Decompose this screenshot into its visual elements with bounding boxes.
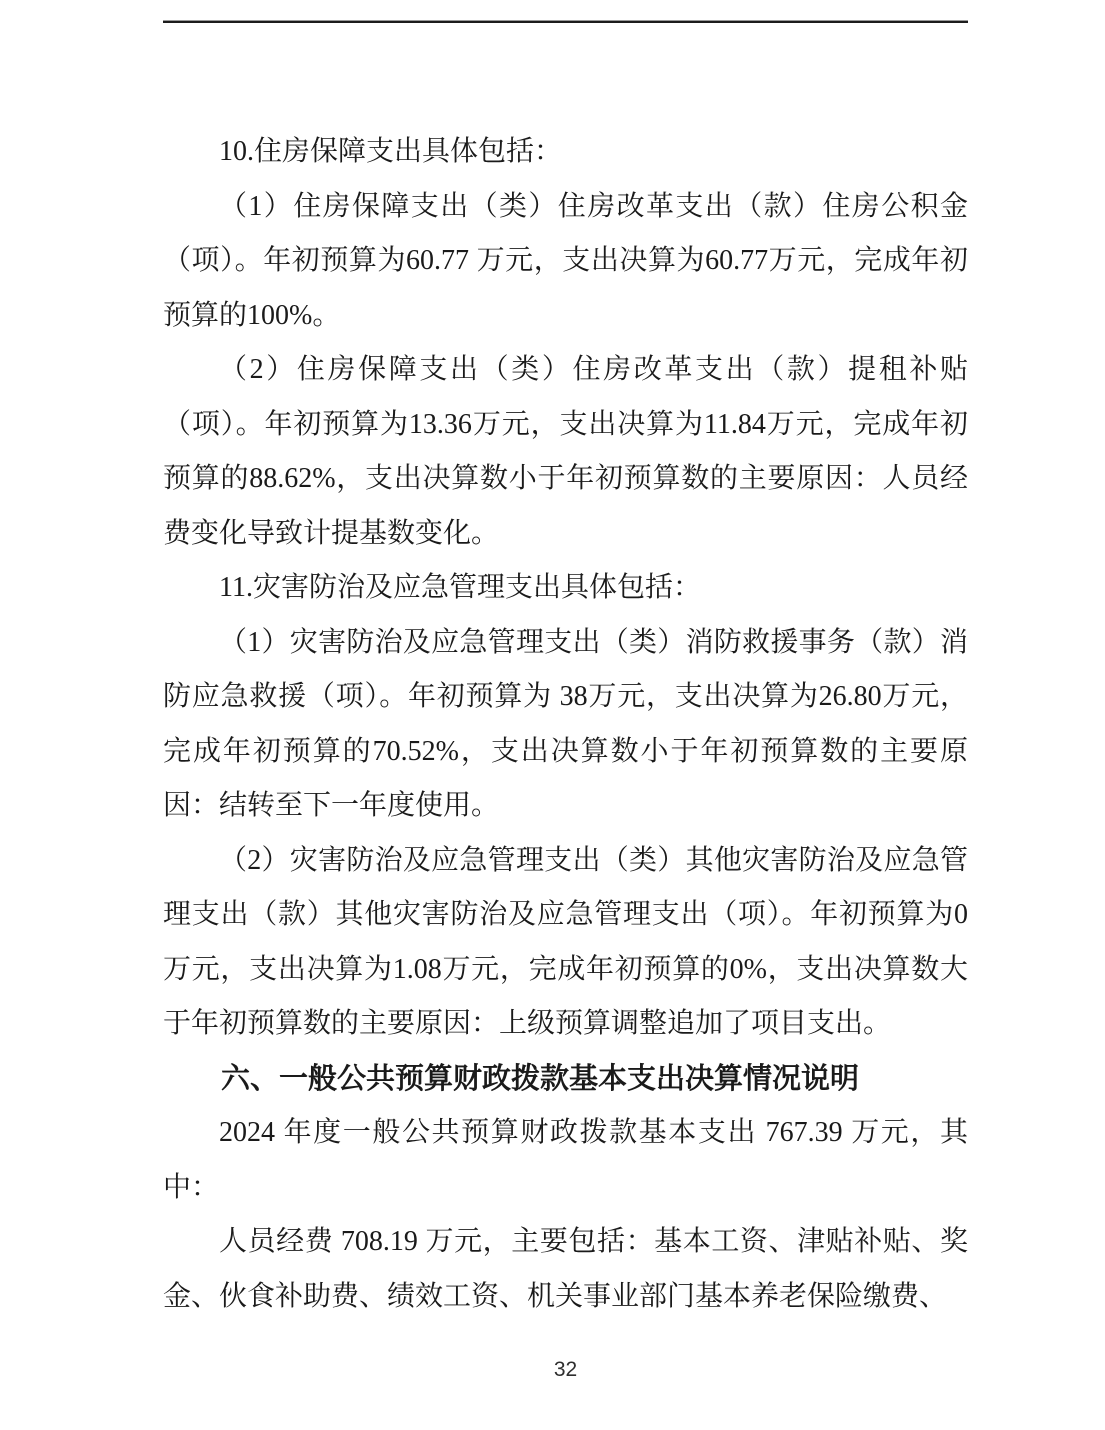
paragraph: （1）灾害防治及应急管理支出（类）消防救援事务（款）消防应急救援（项）。年初预算为 38万元，支出决算为26.80万元，完成年初预算的70.52%，支出决算数小于年初预算数的主要原因：结转至下一年度使用。 <box>163 626 968 821</box>
section-heading: 六、一般公共预算财政拨款基本支出决算情况说明 <box>221 1062 860 1095</box>
paragraph: （1）住房保障支出（类）住房改革支出（款）住房公积金（项）。年初预算为60.77 万元，支出决算为60.77万元，完成年初预算的100%。 <box>163 190 968 331</box>
document-body <box>163 125 968 1324</box>
page-number: 32 <box>553 1358 578 1381</box>
paragraph: 2024 年度一般公共预算财政拨款基本支出 767.39 万元，其中： <box>163 1117 968 1203</box>
paragraph: 10.住房保障支出具体包括： <box>219 136 563 167</box>
page-footer <box>163 1357 968 1383</box>
header-rule <box>163 20 968 23</box>
paragraph: （2）灾害防治及应急管理支出（类）其他灾害防治及应急管理支出（款）其他灾害防治及应急管理支出（项）。年初预算为0万元，支出决算为1.08万元，完成年初预算的0%，支出决算数大于年初预算数的主要原因：上级预算调整追加了项目支出。 <box>163 844 968 1039</box>
paragraph: 人员经费 708.19 万元，主要包括：基本工资、津贴补贴、奖金、伙食补助费、绩效工资、机关事业部门基本养老保险缴费、 <box>163 1226 968 1312</box>
paragraph: （2）住房保障支出（类）住房改革支出（款）提租补贴（项）。年初预算为13.36万元，支出决算为11.84万元，完成年初预算的88.62%，支出决算数小于年初预算数的主要原因：人员经费变化导致计提基数变化。 <box>163 354 968 549</box>
paragraph: 11.灾害防治及应急管理支出具体包括： <box>219 572 701 603</box>
